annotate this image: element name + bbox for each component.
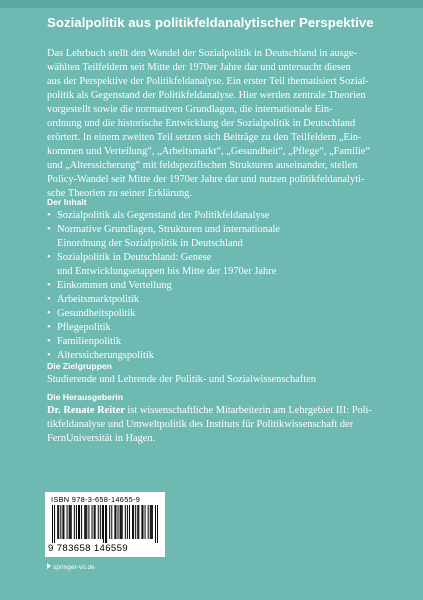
barcode-bar	[138, 505, 139, 539]
barcode-bar	[121, 505, 122, 539]
barcode-bar	[60, 505, 61, 539]
barcode-bar	[62, 505, 63, 539]
barcode-bar	[78, 505, 79, 539]
barcode-icon	[52, 505, 158, 543]
editor-name: Dr. Renate Reiter	[47, 405, 125, 416]
editor-text: Dr. Renate Reiter ist wissenschaftliche Mitarbeiterin am Lehrgebiet III: Poli- tikfeldanalyse und Umweltpolitik des Instituts für Politikwissenschaft der FernUniversität in Hagen.	[47, 405, 372, 444]
barcode-bar	[67, 505, 68, 539]
barcode-bar	[84, 505, 85, 539]
back-cover-title: Sozialpolitik aus politikfeldanalytischer Perspektive	[47, 15, 374, 30]
list-item: • Gesundheitspolitik	[47, 308, 136, 319]
barcode-bar	[58, 505, 59, 539]
barcode-bar	[70, 505, 71, 539]
bullet-icon: •	[47, 224, 51, 235]
barcode-digits: 9 783658 146559	[48, 543, 128, 554]
list-item: • Pflegepolitik	[47, 322, 111, 333]
bullet-icon: •	[47, 308, 51, 319]
barcode-bar	[142, 505, 143, 539]
barcode-bar	[105, 505, 106, 543]
barcode-bar	[137, 505, 138, 539]
bullet-icon: •	[47, 280, 51, 291]
arrow-icon	[47, 563, 51, 569]
barcode-bar	[79, 505, 80, 539]
barcode-bar	[95, 505, 96, 539]
barcode-bar	[109, 505, 110, 539]
bullet-icon: •	[47, 210, 51, 221]
bullet-icon: •	[47, 336, 51, 347]
bullet-icon: •	[47, 322, 51, 333]
barcode-bar	[98, 505, 99, 539]
barcode-bar	[135, 505, 136, 539]
barcode-bar	[150, 505, 151, 539]
barcode-bar	[69, 505, 70, 539]
barcode-bar	[81, 505, 82, 539]
barcode-bar	[129, 505, 130, 539]
barcode-bar	[88, 505, 89, 539]
barcode-bar	[100, 505, 101, 539]
barcode-bar	[115, 505, 116, 539]
audience-text: Studierende und Lehrende der Politik- und Sozialwissenschaften	[47, 374, 316, 385]
barcode-bar	[118, 505, 119, 539]
barcode-bar	[151, 505, 152, 539]
barcode-bar	[127, 505, 128, 539]
barcode-bar	[122, 505, 123, 539]
contents-heading: Der Inhalt	[47, 197, 87, 207]
barcode-bar	[120, 505, 121, 539]
barcode-bar	[102, 505, 103, 539]
barcode-bar	[125, 505, 126, 539]
list-item: • Sozialpolitik in Deutschland: Genese und Entwicklungsetappen bis Mitte der 1970er Jahre	[47, 252, 277, 277]
barcode-bar	[103, 505, 104, 543]
barcode-bar	[106, 505, 107, 543]
barcode-bar	[114, 505, 115, 539]
barcode-bar	[133, 505, 134, 539]
barcode-bar	[157, 505, 158, 543]
blurb: Das Lehrbuch stellt den Wandel der Sozialpolitik in Deutschland in ausge- wählten Teilfeldern seit Mitte der 1970er Jahre dar und untersucht diesen aus der Perspektive der Politikfeldanalyse. Ein erster Teil thematisiert Sozial- politik als Gegenstand der Politikfeldanalyse. Hier werden zentrale Theorien vorgestellt sowie die normativen Grundlagen, die internationale Ein- ordnung und die historische Entwicklung der Sozialpolitik in Deutschland erörtert. In einem zweiten Teil setzen sich Beiträge zu den Teilfeldern „Ein- kommen und Verteilung“, „Arbeitsmarkt“, „Gesundheit“, „Pflege“, „Familie“ und „Alterssicherung“ mit feldspezifischen Strukturen auseinander, stellen Policy-Wandel seit Mitte der 1970er Jahre dar und nutzen politikfeldanalyti- sche Theorien zu seiner Erklärung.	[47, 48, 370, 199]
barcode-bar	[52, 505, 53, 543]
list-item: • Alterssicherungspolitik	[47, 350, 154, 361]
barcode-block	[45, 492, 165, 557]
barcode-bar	[63, 505, 64, 539]
top-band	[0, 0, 423, 8]
barcode-bar	[132, 505, 133, 539]
barcode-bar	[92, 505, 93, 539]
barcode-bar	[57, 505, 58, 539]
list-item: • Normative Grundlagen, Strukturen und internationale Einordnung der Sozialpolitik in Deutschland	[47, 224, 281, 249]
barcode-bar	[71, 505, 72, 539]
isbn-label: ISBN 978-3-658-14655-9	[51, 495, 141, 504]
barcode-bar	[54, 505, 55, 543]
barcode-bar	[76, 505, 77, 539]
barcode-bar	[85, 505, 86, 539]
editor-heading: Die Herausgeberin	[47, 392, 123, 402]
bullet-icon: •	[47, 252, 51, 263]
barcode-bar	[145, 505, 146, 539]
list-item: • Einkommen und Verteilung	[47, 280, 172, 291]
list-item: • Arbeitsmarktpolitik	[47, 294, 139, 305]
barcode-bar	[86, 505, 87, 539]
barcode-bar	[111, 505, 112, 539]
barcode-bar	[148, 505, 149, 539]
barcode-bar	[94, 505, 95, 539]
barcode-bar	[141, 505, 142, 539]
publisher-website[interactable]: springer-vs.de	[47, 563, 95, 571]
bullet-icon: •	[47, 294, 51, 305]
contents-list	[47, 209, 387, 363]
list-item: • Familienpolitik	[47, 336, 122, 347]
barcode-bar	[74, 505, 75, 539]
barcode-bar	[152, 505, 153, 539]
list-item: • Sozialpolitik als Gegenstand der Politikfeldanalyse	[47, 210, 270, 221]
audience-heading: Die Zielgruppen	[47, 361, 112, 371]
barcode-bar	[155, 505, 156, 543]
bullet-icon: •	[47, 350, 51, 361]
